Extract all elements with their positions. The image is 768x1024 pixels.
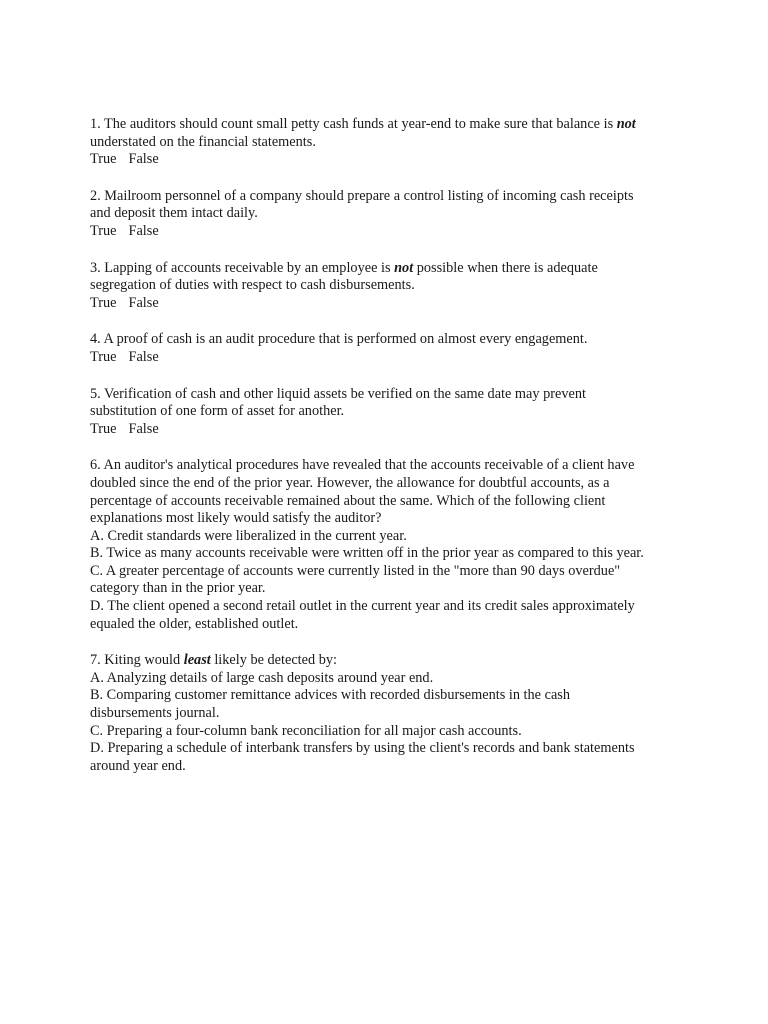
false-option: False [128, 348, 159, 365]
true-option: True [90, 348, 117, 365]
question-text-line [90, 510, 690, 528]
true-false-options [90, 295, 690, 313]
question-text-line [90, 598, 690, 616]
text-segment: D. The client opened a second retail outlet in the current year and its credit sales approximately [90, 598, 635, 615]
question-text-line [90, 563, 690, 581]
text-segment: 3. Lapping of accounts receivable by an employee is [90, 259, 395, 276]
question-text-line [90, 493, 690, 511]
question-text-line [90, 331, 690, 349]
false-option: False [128, 222, 159, 239]
question-text-line [90, 475, 690, 493]
question-text-line [90, 705, 690, 723]
text-segment: segregation of duties with respect to cash disbursements. [90, 277, 415, 294]
false-option: False [128, 294, 159, 311]
question-text-line [90, 188, 690, 206]
question-text-line [90, 116, 690, 134]
question-5 [90, 386, 690, 439]
text-segment: 5. Verification of cash and other liquid assets be verified on the same date may prevent [90, 385, 586, 402]
emphasis-word: least [183, 652, 211, 669]
text-segment: category than in the prior year. [90, 580, 266, 597]
question-3 [90, 260, 690, 313]
question-text-line [90, 758, 690, 776]
text-segment: equaled the older, established outlet. [90, 615, 299, 632]
text-segment: and deposit them intact daily. [90, 205, 258, 222]
question-text-line [90, 580, 690, 598]
text-segment: B. Twice as many accounts receivable were written off in the prior year as compared to this year. [90, 545, 644, 562]
true-option: True [90, 294, 117, 311]
question-text-line [90, 616, 690, 634]
true-false-options [90, 151, 690, 169]
question-7 [90, 652, 690, 775]
question-text-line [90, 260, 690, 278]
question-text-line [90, 386, 690, 404]
question-text-line [90, 134, 690, 152]
text-segment: A. Analyzing details of large cash deposits around year end. [90, 669, 434, 686]
question-text-line [90, 652, 690, 670]
text-segment: disbursements journal. [90, 705, 220, 722]
text-segment: 7. Kiting would [90, 652, 184, 669]
true-false-options [90, 421, 690, 439]
text-segment: likely be detected by: [210, 652, 337, 669]
true-false-options [90, 223, 690, 241]
true-false-options [90, 349, 690, 367]
true-option: True [90, 420, 117, 437]
text-segment: B. Comparing customer remittance advices with recorded disbursements in the cash [90, 687, 570, 704]
question-text-line [90, 687, 690, 705]
emphasis-word: not [394, 259, 414, 276]
question-text-line [90, 457, 690, 475]
text-segment: 1. The auditors should count small petty cash funds at year-end to make sure that balance is [90, 116, 617, 132]
text-segment: doubled since the end of the prior year. However, the allowance for doubtful accounts, as a [90, 474, 610, 491]
text-segment: around year end. [90, 757, 186, 774]
text-segment: D. Preparing a schedule of interbank transfers by using the client's records and bank statements [90, 740, 635, 757]
text-segment: A. Credit standards were liberalized in the current year. [90, 527, 407, 544]
question-text-line [90, 205, 690, 223]
text-segment: percentage of accounts receivable remained about the same. Which of the following client [90, 492, 606, 509]
true-option: True [90, 222, 117, 239]
question-text-line [90, 545, 690, 563]
question-text-line [90, 740, 690, 758]
text-segment: C. A greater percentage of accounts were currently listed in the "more than 90 days overdue" [90, 562, 621, 579]
true-option: True [90, 151, 117, 168]
text-segment: 6. An auditor's analytical procedures have revealed that the accounts receivable of a client have [90, 457, 635, 474]
question-text-line [90, 403, 690, 421]
text-segment: C. Preparing a four-column bank reconciliation for all major cash accounts. [90, 722, 522, 739]
question-6 [90, 457, 690, 633]
text-segment: understated on the financial statements. [90, 133, 316, 150]
text-segment: explanations most likely would satisfy the auditor? [90, 510, 382, 527]
text-segment: substitution of one form of asset for another. [90, 403, 345, 420]
question-1 [90, 116, 690, 169]
question-4 [90, 331, 690, 366]
question-text-line [90, 528, 690, 546]
quiz-document [90, 116, 690, 794]
question-text-line [90, 277, 690, 295]
question-text-line [90, 670, 690, 688]
false-option: False [128, 151, 159, 168]
false-option: False [128, 420, 159, 437]
text-segment: possible when there is adequate [413, 259, 598, 276]
emphasis-word: not [616, 116, 636, 132]
text-segment: 2. Mailroom personnel of a company should prepare a control listing of incoming cash receipts [90, 187, 634, 204]
text-segment: 4. A proof of cash is an audit procedure that is performed on almost every engagement. [90, 331, 588, 348]
question-2 [90, 188, 690, 241]
question-text-line [90, 723, 690, 741]
